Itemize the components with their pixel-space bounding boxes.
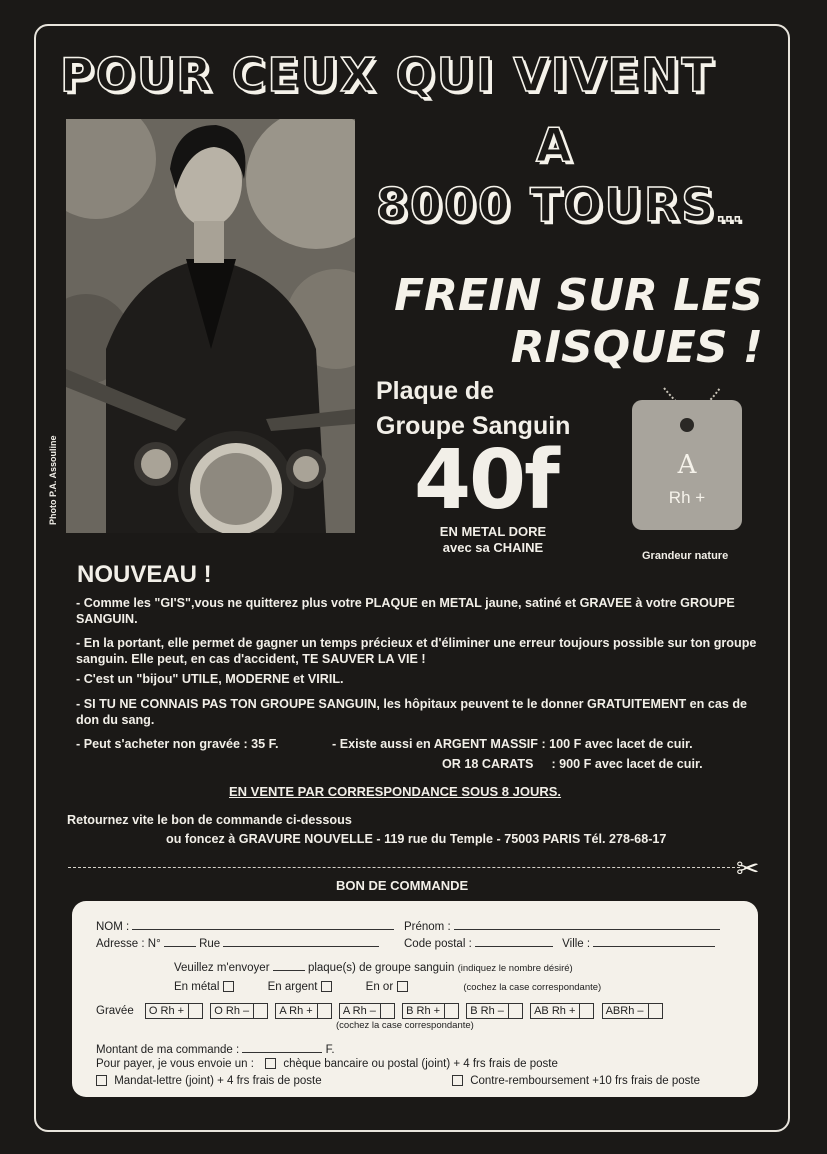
headline-line-1: POUR CEUX QUI VIVENT <box>60 48 715 102</box>
return-line-2: ou foncez à GRAVURE NOUVELLE - 119 rue du Temple - 75003 PARIS Tél. 278-68-17 <box>166 832 667 846</box>
paragraph-1: - Comme les "GI'S",vous ne quitterez plus votre PLAQUE en METAL jaune, satiné et GRAVEE à votre GROUPE SANGUIN. <box>76 596 735 626</box>
paragraph-4: - SI TU NE CONNAIS PAS TON GROUPE SANGUIN, les hôpitaux peuvent te le donner GRATUITEMENT en cas de don du sang. <box>76 697 748 727</box>
group-a-neg[interactable] <box>339 1003 395 1019</box>
group-b-neg-label: B Rh – <box>470 1005 504 1017</box>
or-label-form: En or <box>365 981 394 993</box>
payer-label: Pour payer, je vous envoie un : <box>96 1058 254 1070</box>
ville-label: Ville : <box>562 938 591 950</box>
code-postal-label: Code postal : <box>404 938 472 950</box>
material-line-1: EN METAL DORE <box>439 524 547 539</box>
numero-field[interactable] <box>164 936 196 947</box>
material-line-2: avec sa CHAINE <box>442 540 544 555</box>
metal-checkbox[interactable] <box>223 981 234 992</box>
group-ab-neg-box[interactable] <box>648 1004 659 1018</box>
nom-field[interactable] <box>132 919 394 930</box>
code-postal-row <box>404 936 715 950</box>
metal-row <box>174 981 601 993</box>
group-b-pos-box[interactable] <box>444 1004 455 1018</box>
paragraph-3: - C'est un "bijou" UTILE, MODERNE et VIRIL. <box>76 672 344 686</box>
rue-label: Rue <box>199 938 221 950</box>
argent-price: - Existe aussi en ARGENT MASSIF : 100 F avec lacet de cuir. <box>332 737 693 751</box>
group-a-neg-label: A Rh – <box>342 1005 376 1017</box>
montant-unit: F. <box>325 1044 335 1056</box>
ville-field[interactable] <box>593 936 715 947</box>
montant-label: Montant de ma commande : <box>96 1044 240 1056</box>
or-price <box>442 757 703 771</box>
group-a-pos-box[interactable] <box>317 1004 328 1018</box>
group-o-pos[interactable] <box>145 1003 203 1019</box>
group-b-neg[interactable] <box>466 1003 523 1019</box>
photo-credit: Photo P.A. Assouline <box>48 435 58 525</box>
groups-hint: (cochez la case correspondante) <box>336 1020 474 1031</box>
nouveau-heading: NOUVEAU ! <box>77 561 212 588</box>
frein-line-2: RISQUES ! <box>510 322 763 373</box>
rue-field[interactable] <box>223 936 379 947</box>
mandat-checkbox[interactable] <box>96 1075 107 1086</box>
tag-hole <box>680 418 694 432</box>
motorcyclist-photo <box>66 119 355 533</box>
group-b-neg-box[interactable] <box>508 1004 519 1018</box>
plaques-hint: (indiquez le nombre désiré) <box>457 963 573 974</box>
or-checkbox[interactable] <box>397 981 408 992</box>
group-ab-pos-box[interactable] <box>579 1004 590 1018</box>
argent-checkbox[interactable] <box>321 981 332 992</box>
cut-line <box>68 867 740 868</box>
montant-row <box>96 1042 335 1056</box>
or-value: : 900 F avec lacet de cuir. <box>551 757 703 771</box>
montant-field[interactable] <box>242 1042 322 1053</box>
prenom-label: Prénom : <box>404 921 451 933</box>
non-gravee-price: - Peut s'acheter non gravée : 35 F. <box>76 737 279 751</box>
envoyer-label: Veuillez m'envoyer <box>174 962 270 974</box>
cheque-label: chèque bancaire ou postal (joint) + 4 frs frais de poste <box>283 1058 558 1070</box>
blood-group-tag <box>632 400 742 530</box>
argent-label: En argent <box>267 981 318 993</box>
tag-rh: Rh + <box>668 488 706 507</box>
group-b-pos-label: B Rh + <box>406 1005 441 1017</box>
contre-checkbox[interactable] <box>452 1075 463 1086</box>
mandat-row <box>96 1075 322 1087</box>
payer-row <box>96 1058 558 1070</box>
order-form-title: BON DE COMMANDE <box>336 878 469 893</box>
scissors-icon: ✂ <box>736 853 760 884</box>
group-o-pos-label: O Rh + <box>148 1005 185 1017</box>
product-title-line-1: Plaque de <box>376 377 495 405</box>
metal-label: En métal <box>174 981 220 993</box>
headline-8000-tours: 8000 TOURS <box>376 178 717 232</box>
group-a-pos[interactable] <box>275 1003 331 1019</box>
headline-dots: ... <box>716 202 742 227</box>
group-ab-neg-label: ABRh – <box>605 1005 644 1017</box>
vente-banner: EN VENTE PAR CORRESPONDANCE SOUS 8 JOURS. <box>229 784 562 799</box>
metal-hint: (cochez la case correspondante) <box>463 982 602 993</box>
group-o-neg[interactable] <box>210 1003 268 1019</box>
gravee-label: Gravée <box>96 1005 134 1017</box>
order-form <box>72 901 758 1097</box>
code-postal-field[interactable] <box>475 936 553 947</box>
material-text <box>400 524 586 556</box>
paragraph-2: - En la portant, elle permet de gagner un temps précieux et d'éliminer une erreur toujours possible sur ton groupe sanguin. Elle peut, en cas d'accident, TE SAUVER LA VIE ! <box>76 636 757 666</box>
group-b-pos[interactable] <box>402 1003 459 1019</box>
cheque-checkbox[interactable] <box>265 1058 276 1069</box>
price: 40f <box>414 433 558 528</box>
group-o-neg-label: O Rh – <box>214 1005 250 1017</box>
contre-row <box>452 1075 700 1087</box>
plaques-label: plaque(s) de groupe sanguin <box>307 962 455 974</box>
contre-label: Contre-remboursement +10 frs frais de poste <box>470 1075 700 1087</box>
group-ab-pos[interactable] <box>530 1003 594 1019</box>
or-label: OR 18 CARATS <box>442 757 534 771</box>
frein-line-1: FREIN SUR LES <box>394 270 763 321</box>
prenom-row <box>404 919 720 933</box>
paragraph-5 <box>76 736 766 752</box>
group-o-pos-box[interactable] <box>188 1004 199 1018</box>
quantity-row <box>174 960 573 974</box>
gravee-row <box>96 1003 667 1019</box>
group-ab-neg[interactable] <box>602 1003 663 1019</box>
prenom-field[interactable] <box>454 919 720 930</box>
nom-label: NOM : <box>96 921 130 933</box>
headline-line-3 <box>376 178 742 232</box>
group-ab-pos-label: AB Rh + <box>534 1005 576 1017</box>
group-a-pos-label: A Rh + <box>279 1005 313 1017</box>
quantity-field[interactable] <box>273 960 305 971</box>
return-line-1: Retournez vite le bon de commande ci-dessous <box>67 813 352 827</box>
size-note: Grandeur nature <box>642 550 729 562</box>
group-o-neg-box[interactable] <box>253 1004 264 1018</box>
tag-letter: A <box>677 450 697 480</box>
adresse-label: Adresse : N° <box>96 938 161 950</box>
mandat-label: Mandat-lettre (joint) + 4 frs frais de poste <box>114 1075 322 1087</box>
adresse-row <box>96 936 379 950</box>
headline-line-2: A <box>536 118 574 172</box>
nom-row <box>96 919 394 933</box>
group-a-neg-box[interactable] <box>380 1004 391 1018</box>
product-title-line-2: Groupe Sanguin <box>376 412 571 440</box>
